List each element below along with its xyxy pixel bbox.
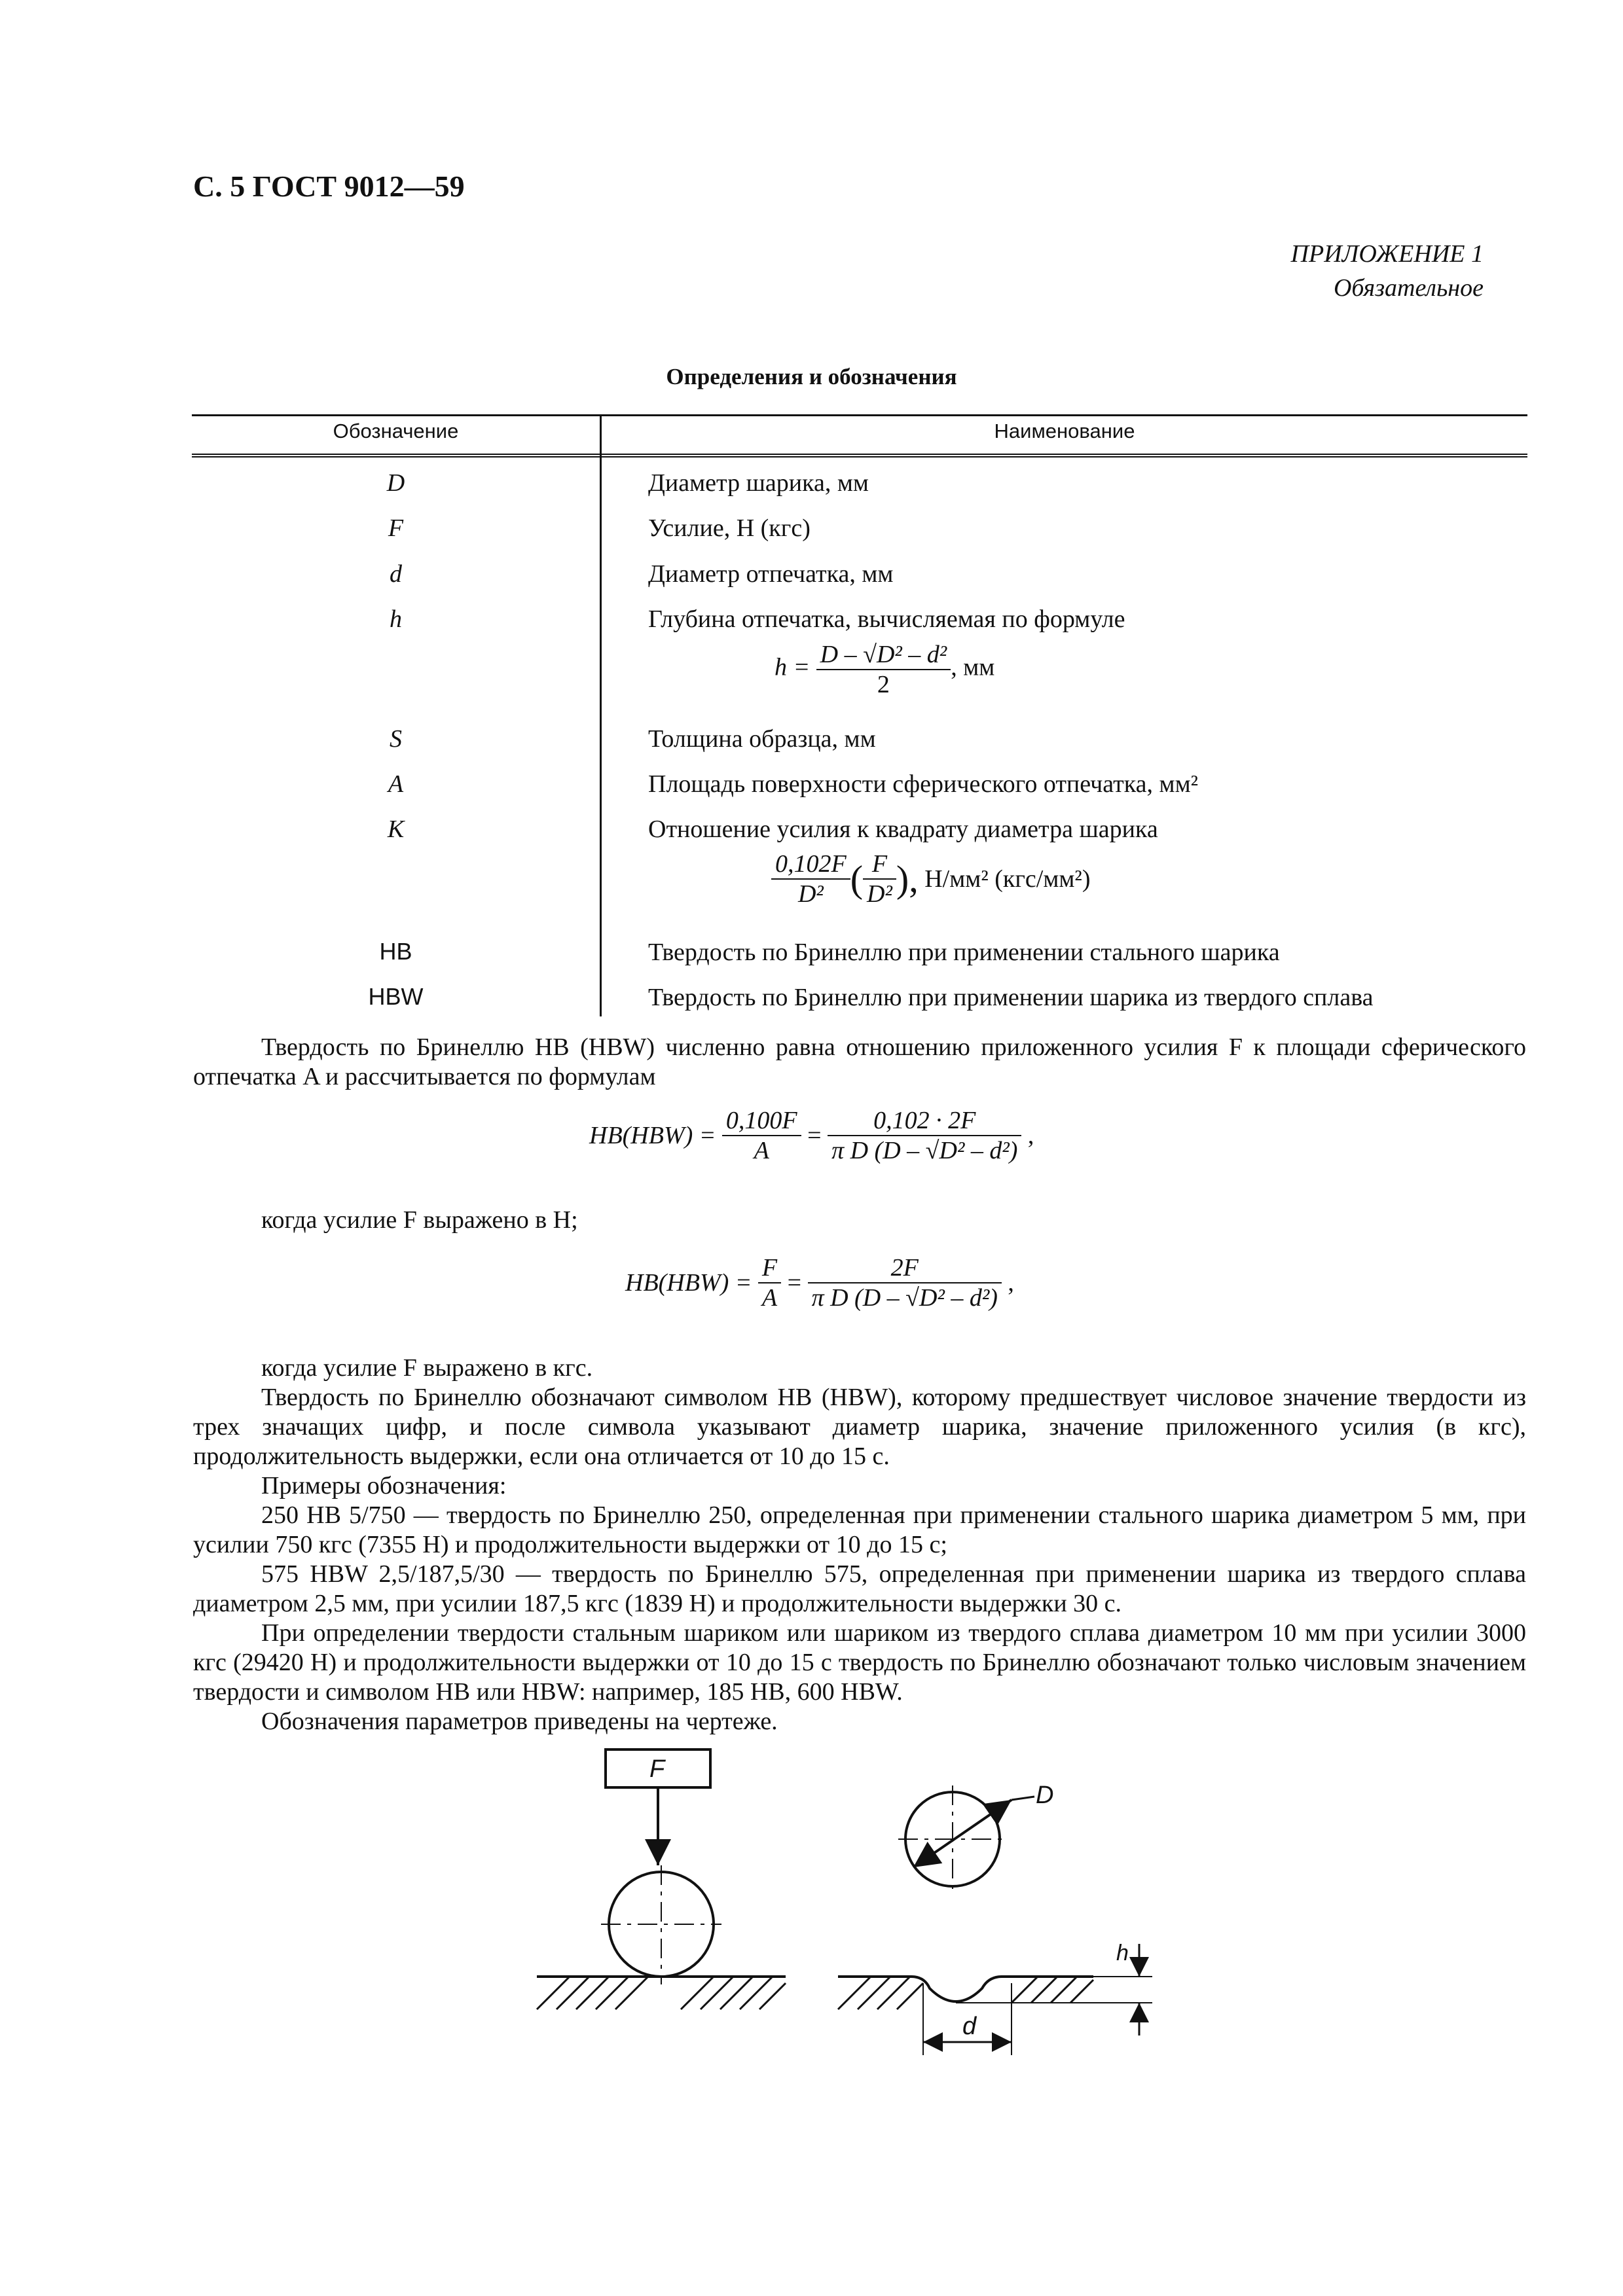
row-symbol: S: [390, 725, 402, 753]
row-symbol: HB: [379, 938, 412, 965]
paragraph-intro: Твердость по Бринеллю HB (HBW) численно равна отношению приложенного усилия F к площади сферического отпечатка A и рассчитывается по формулам: [193, 1033, 1526, 1090]
formula1-b-numerator: 0,102 · 2F: [828, 1106, 1021, 1136]
ball-pressed-outline: [609, 1872, 714, 1977]
condition-kgf: когда усилие F выражено в кгс.: [261, 1354, 593, 1382]
formula2-b-denominator: π D (D – √D² – d²): [811, 1284, 998, 1312]
paragraph-standard-conditions: При определении твердости стальным шариком или шариком из твердого сплава диаметром 10 мм при усилии 3000 кгс (29420 Н) и продолжительности выдержки от 10 до 15 с твердость по Бринеллю обозначают только числовым значением твердости и символом HB или HBW: например, 185 HB, 600 HBW.: [193, 1619, 1526, 1706]
row-name: Твердость по Бринеллю при применении шарика из твердого сплава: [648, 984, 1374, 1011]
row-symbol: h: [390, 605, 402, 633]
row-name: Усилие, Н (кгс): [648, 514, 811, 542]
formula-k-inner-numerator: F: [863, 850, 896, 880]
row-symbol: A: [388, 770, 404, 798]
row-name: Диаметр шарика, мм: [648, 469, 869, 497]
row-name: Твердость по Бринеллю при применении стального шарика: [648, 939, 1280, 966]
formula-h-numerator: D – √D² – d²: [816, 640, 951, 670]
row-symbol: HBW: [368, 983, 424, 1010]
paragraph-example-2: 575 HBW 2,5/187,5/30 — твердость по Бринеллю 575, определенная при применении шарика из твердого сплава диаметром 2,5 мм, при усилии 187,5 кгс (1839 Н) и продолжительности выдержки 30 с.: [193, 1560, 1526, 1617]
formula-h-lhs: h =: [775, 653, 811, 681]
label-force: F: [649, 1755, 665, 1783]
column-header-symbol: Обозначение: [333, 420, 459, 442]
diameter-leader: [1012, 1797, 1034, 1800]
table-title: Определения и обозначения: [666, 364, 957, 389]
formula-k-unit: Н/мм² (кгс/мм²): [924, 865, 1091, 893]
appendix-title: ПРИЛОЖЕНИЕ 1: [1290, 240, 1484, 268]
appendix-status: Обязательное: [1333, 274, 1484, 302]
formula-k-numerator: 0,102F: [771, 850, 850, 880]
formula1-a-denominator: A: [754, 1137, 769, 1164]
formula-k-paren-open: (: [850, 857, 864, 901]
formula-h-denominator: 2: [877, 671, 890, 698]
paragraph-example-1: 250 HB 5/750 — твердость по Бринеллю 250, определенная при применении стального шарика диаметром 5 мм, при усилии 750 кгс (7355 Н) и продолжительности выдержки от 10 до 15 с;: [193, 1501, 1526, 1558]
row-symbol: K: [387, 816, 405, 843]
row-symbol: D: [386, 469, 405, 497]
formula2-equals: =: [787, 1269, 802, 1297]
formula2-tail: ,: [1008, 1269, 1014, 1297]
formula1-b-denominator: π D (D – √D² – d²): [831, 1137, 1018, 1164]
formula1-equals: =: [807, 1122, 822, 1149]
row-name: Площадь поверхности сферического отпечатка, мм²: [648, 770, 1199, 798]
formula-k-inner-denominator: D²: [867, 880, 892, 908]
formula2-b-numerator: 2F: [808, 1253, 1002, 1283]
label-imprint: d: [962, 2013, 977, 2040]
paragraph-designation: Твердость по Бринеллю обозначают символом HB (HBW), которому предшествует числовое значение твердости из трех значащих цифр, и после символа указывают диаметр шарика, значение приложенного усилия (в кгс), продолжительность выдержки, если она отличается от 10 до 15 с.: [193, 1384, 1526, 1470]
formula1-a-numerator: 0,100F: [722, 1106, 801, 1136]
label-diameter: D: [1036, 1782, 1054, 1809]
formula-h-unit: , мм: [951, 653, 995, 681]
row-symbol: d: [390, 560, 402, 588]
formula1-lhs: HB(HBW) =: [589, 1122, 716, 1149]
page-header: С. 5 ГОСТ 9012—59: [193, 170, 465, 203]
row-name: Толщина образца, мм: [648, 725, 876, 753]
row-name: Отношение усилия к квадрату диаметра шарика: [648, 816, 1158, 843]
specimen-hatching-right: [838, 1977, 1093, 2009]
formula2-a-numerator: F: [758, 1253, 781, 1283]
formula2-a-denominator: A: [761, 1284, 778, 1312]
row-name: Диаметр отпечатка, мм: [648, 560, 894, 588]
column-header-name: Наименование: [994, 420, 1135, 442]
label-depth: h: [1116, 1941, 1129, 1965]
condition-newton: когда усилие F выражено в Н;: [261, 1206, 578, 1234]
formula-k-paren-close: ),: [896, 857, 919, 901]
formula2-lhs: HB(HBW) =: [625, 1269, 752, 1297]
row-symbol: F: [388, 514, 404, 542]
paragraph-drawing-reference: Обозначения параметров приведены на чертеже.: [261, 1708, 778, 1735]
paragraph-examples-heading: Примеры обозначения:: [261, 1472, 507, 1499]
row-name: Глубина отпечатка, вычисляемая по формуле: [648, 605, 1125, 633]
formula-k-denominator: D²: [797, 880, 824, 908]
formula1-tail: ,: [1027, 1122, 1034, 1149]
